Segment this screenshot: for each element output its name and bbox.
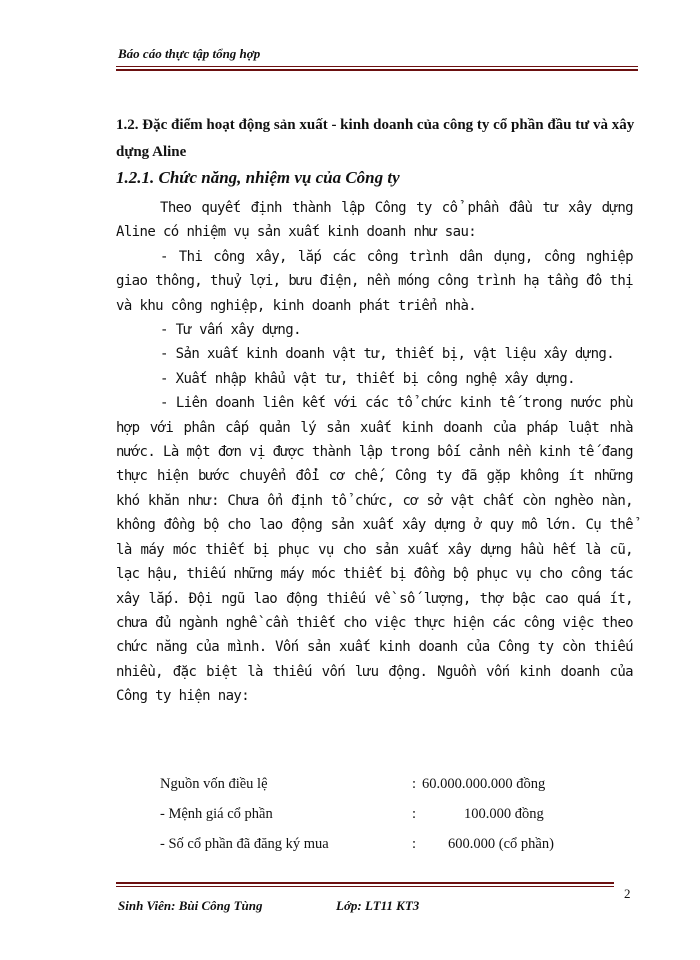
header-rule	[116, 66, 638, 71]
subsection-title: 1.2.1. Chức năng, nhiệm vụ của Công ty	[116, 168, 400, 187]
capital-table	[160, 776, 620, 866]
paragraph-intro: Theo quyết định thành lập Công ty cổ phần đầu tư xây dựng Aline có nhiệm vụ sản xuất kinh doanh như sau:	[116, 200, 633, 241]
capital-value: 600.000 (cổ phần)	[448, 836, 554, 852]
page-number: 2	[624, 886, 631, 901]
paragraph-task-3: - Sản xuất kinh doanh vật tư, thiết bị, vật liệu xây dựng.	[160, 346, 615, 363]
capital-colon: :	[412, 806, 417, 822]
capital-value: 60.000.000.000 đồng	[422, 776, 546, 792]
section-title: 1.2. Đặc điểm hoạt động sản xuất - kinh doanh của công ty cổ phần đầu tư và xây dựng Aline	[116, 117, 635, 160]
footer-class: Lớp: LT11 KT3	[336, 898, 420, 913]
capital-label: Nguồn vốn điều lệ	[160, 776, 268, 792]
footer-rule	[116, 882, 614, 887]
capital-row	[160, 806, 620, 836]
footer-student-name: Sinh Viên: Bùi Công Tùng	[118, 898, 263, 913]
body-text	[116, 196, 633, 709]
report-title: Báo cáo thực tập tổng hợp	[118, 46, 261, 61]
capital-label: - Số cổ phần đã đăng ký mua	[160, 836, 329, 852]
paragraph-task-2: - Tư vấn xây dựng.	[160, 322, 301, 339]
capital-label: - Mệnh giá cổ phần	[160, 806, 273, 822]
capital-row	[160, 836, 620, 866]
capital-colon: :	[412, 836, 417, 852]
capital-value: 100.000 đồng	[464, 806, 544, 822]
capital-colon: :	[412, 776, 417, 792]
capital-row	[160, 776, 620, 806]
paragraph-task-4: - Xuất nhập khẩu vật tư, thiết bị công nghệ xây dựng.	[160, 370, 575, 387]
paragraph-task-5: - Liên doanh liên kết với các tổ chức kinh tế trong nước phù hợp với phân cấp quản lý sản xuất kinh doanh của pháp luật nhà nước. Là một đơn vị được thành lập trong bối cảnh nền kinh tế đang thực hiện bước chuyển đổi cơ chế, Công ty đã gặp không ít những khó khăn như: Chưa ổn định tổ chức, cơ sở vật chất còn nghèo nàn, không đồng bộ cho lao động sản xuất xây dựng ở quy mô lớn. Cụ thể là máy móc thiết bị phục vụ cho sản xuất xây dựng hầu hết là cũ, lạc hậu, thiếu những máy móc thiết bị đồng bộ phục vụ cho công tác xây lắp. Đội ngũ lao động thiếu về số lượng, thợ bậc cao quá ít, chưa đủ ngành nghề cần thiết cho việc thực hiện các công việc theo chức năng của mình. Vốn sản xuất kinh doanh của Công ty còn thiếu nhiều, đặc biệt là thiếu vốn lưu động. Nguồn vốn kinh doanh của Công ty hiện nay:	[116, 395, 633, 705]
paragraph-task-1: - Thi công xây, lắp các công trình dân dụng, công nghiệp giao thông, thuỷ lợi, bưu điện, nền móng công trình hạ tầng đô thị và khu công nghiệp, kinh doanh phát triển nhà.	[116, 248, 633, 314]
